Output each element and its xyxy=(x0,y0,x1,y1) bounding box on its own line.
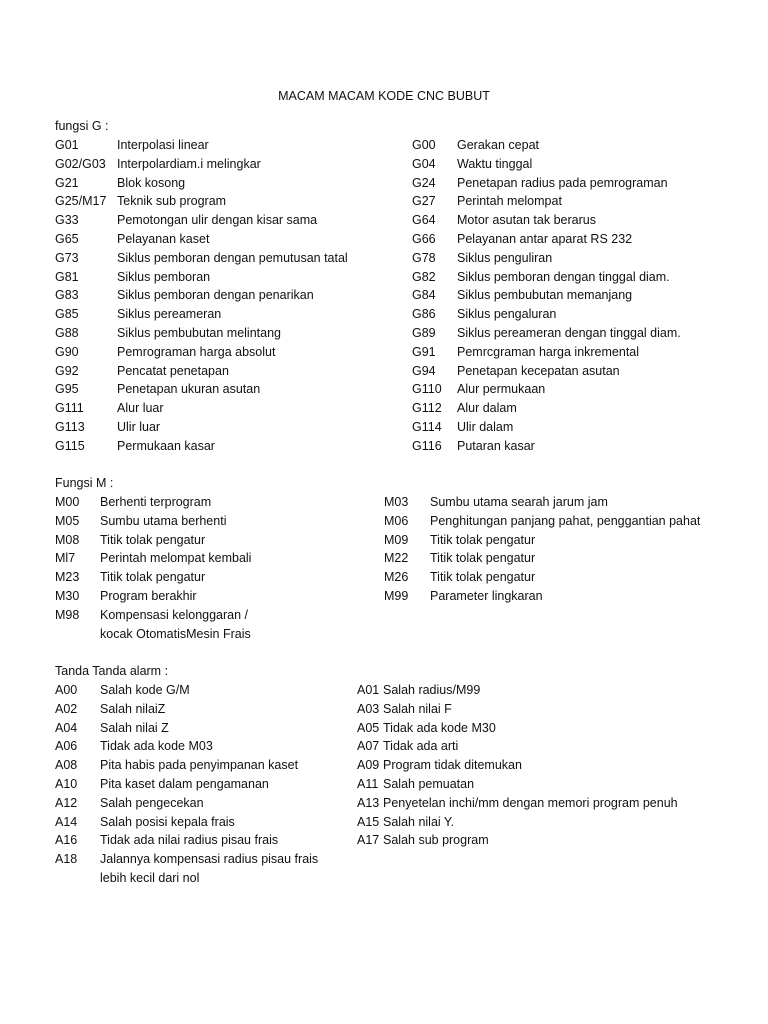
code-label: G112 xyxy=(412,401,442,416)
code-description: Penetapan ukuran asutan xyxy=(117,382,261,397)
code-description: Siklus pengaluran xyxy=(457,307,557,322)
code-label: M09 xyxy=(384,532,409,547)
code-row xyxy=(384,512,700,531)
code-row xyxy=(55,174,348,193)
code-row xyxy=(55,418,348,437)
code-description: Pencatat penetapan xyxy=(117,363,229,378)
code-description: Interpolasi linear xyxy=(117,138,209,152)
code-description: Tidak ada kode M30 xyxy=(383,720,496,735)
code-label: G01 xyxy=(55,138,79,152)
code-row xyxy=(412,192,681,211)
code-row xyxy=(55,794,318,813)
code-description: Parameter lingkaran xyxy=(430,588,543,603)
alarm-section-heading: Tanda Tanda alarm : xyxy=(55,664,169,678)
code-label: G73 xyxy=(55,250,79,265)
code-row xyxy=(357,737,678,756)
code-row xyxy=(412,174,681,193)
code-label: G65 xyxy=(55,231,79,246)
code-description: Salah posisi kepala frais xyxy=(100,814,235,829)
code-row xyxy=(55,831,318,850)
code-label: G24 xyxy=(412,175,436,190)
description-continuation: lebih kecil dari nol xyxy=(100,870,200,885)
code-label: G91 xyxy=(412,344,436,359)
code-label: G114 xyxy=(412,419,442,434)
code-description: Salah nilai Y. xyxy=(383,814,455,829)
code-description: Motor asutan tak berarus xyxy=(457,213,596,228)
code-label: A16 xyxy=(55,833,78,848)
code-label: G21 xyxy=(55,175,79,190)
code-row xyxy=(412,399,681,418)
code-label: A15 xyxy=(357,814,380,829)
code-row xyxy=(55,719,318,738)
code-description: Sumbu utama searah jarum jam xyxy=(430,495,608,509)
code-label: G88 xyxy=(55,325,79,340)
code-row xyxy=(55,155,348,174)
code-description: Siklus pembubutan memanjang xyxy=(457,288,633,303)
code-label: G85 xyxy=(55,307,79,322)
code-description: Salah radius/M99 xyxy=(383,683,481,697)
code-row xyxy=(55,362,348,381)
code-label: A07 xyxy=(357,739,380,754)
code-row xyxy=(55,606,251,625)
code-label: G89 xyxy=(412,325,436,340)
code-row xyxy=(412,362,681,381)
code-label: G95 xyxy=(55,382,79,397)
code-row xyxy=(384,549,700,568)
code-row xyxy=(412,249,681,268)
code-description: Pelayanan kaset xyxy=(117,231,210,246)
code-description: Jalannya kompensasi radius pisau frais xyxy=(100,852,319,867)
code-label: G33 xyxy=(55,213,79,228)
code-description: Waktu tinggal xyxy=(457,156,533,171)
code-description: Perintah melompat kembali xyxy=(100,551,252,566)
code-description: Siklus pemboran xyxy=(117,269,211,284)
code-label: M05 xyxy=(55,513,80,528)
code-label: M08 xyxy=(55,532,80,547)
code-description: Salah nilai F xyxy=(383,701,452,716)
code-label: M99 xyxy=(384,588,409,603)
code-label: A13 xyxy=(357,795,380,810)
code-description: Alur luar xyxy=(117,401,164,416)
code-row xyxy=(55,493,251,512)
code-description: Siklus pemboran dengan pemutusan tatal xyxy=(117,250,348,265)
code-description: Blok kosong xyxy=(117,175,186,190)
code-row xyxy=(412,136,681,155)
code-description: Perintah melompat xyxy=(457,194,562,209)
code-label: A06 xyxy=(55,739,78,754)
code-description: Alur permukaan xyxy=(457,382,546,397)
code-label: G92 xyxy=(55,363,79,378)
code-label: A02 xyxy=(55,701,78,716)
m-section-heading: Fungsi M : xyxy=(55,476,114,490)
code-description: Pemrograman harga absolut xyxy=(117,344,276,359)
code-description: Salah nilai Z xyxy=(100,720,169,735)
code-row xyxy=(55,775,318,794)
code-row xyxy=(55,850,318,869)
code-row xyxy=(412,324,681,343)
code-label: M30 xyxy=(55,588,80,603)
code-row xyxy=(55,568,251,587)
code-row xyxy=(412,343,681,362)
code-row xyxy=(384,587,700,606)
code-label: G78 xyxy=(412,250,436,265)
code-description: Penetapan radius pada pemrograman xyxy=(457,175,668,190)
code-label: G116 xyxy=(412,438,442,453)
code-label: A09 xyxy=(357,758,380,773)
alarm-code-list-left xyxy=(55,681,318,888)
code-label: G27 xyxy=(412,194,436,209)
code-row xyxy=(384,568,700,587)
code-row xyxy=(412,437,681,456)
code-description: Siklus pembubutan melintang xyxy=(117,325,281,340)
code-description: Siklus pemboran dengan tinggal diam. xyxy=(457,269,670,284)
code-label: M23 xyxy=(55,570,80,585)
code-row xyxy=(384,531,700,550)
code-row xyxy=(55,192,348,211)
code-row xyxy=(412,211,681,230)
code-row xyxy=(55,230,348,249)
code-row xyxy=(412,380,681,399)
code-label: G64 xyxy=(412,213,436,228)
description-continuation: kocak OtomatisMesin Frais xyxy=(100,626,251,641)
code-description: Pita kaset dalam pengamanan xyxy=(100,776,269,791)
code-label: G90 xyxy=(55,344,79,359)
alarm-code-list-right xyxy=(357,681,678,850)
code-description: Program tidak ditemukan xyxy=(383,758,522,773)
code-row xyxy=(357,794,678,813)
code-description: Penetapan kecepatan asutan xyxy=(457,363,620,378)
code-label: A10 xyxy=(55,776,78,791)
code-description: Sumbu utama berhenti xyxy=(100,513,227,528)
code-label: M00 xyxy=(55,495,80,509)
code-row xyxy=(412,305,681,324)
code-row xyxy=(357,700,678,719)
code-label: A12 xyxy=(55,795,78,810)
code-description: Titik tolak pengatur xyxy=(430,551,536,566)
code-row xyxy=(357,719,678,738)
code-row xyxy=(55,399,348,418)
code-row xyxy=(412,418,681,437)
code-row xyxy=(55,286,348,305)
code-description: Putaran kasar xyxy=(457,438,535,453)
code-row xyxy=(357,775,678,794)
code-label: A04 xyxy=(55,720,78,735)
code-label: G04 xyxy=(412,156,436,171)
code-row xyxy=(55,211,348,230)
code-description: Pelayanan antar aparat RS 232 xyxy=(457,231,633,246)
code-description: Tidak ada arti xyxy=(383,739,459,754)
g-section-heading: fungsi G : xyxy=(55,119,109,133)
code-label: G83 xyxy=(55,288,79,303)
code-description: Siklus pereameran dengan tinggal diam. xyxy=(457,325,681,340)
code-description: Ulir dalam xyxy=(457,419,514,434)
code-row xyxy=(55,681,318,700)
code-row xyxy=(55,531,251,550)
code-row xyxy=(55,756,318,775)
code-label: G115 xyxy=(55,438,85,453)
code-description: Ulir luar xyxy=(117,419,161,434)
code-row xyxy=(55,437,348,456)
m-code-list-left xyxy=(55,493,251,643)
code-row xyxy=(384,493,700,512)
code-description: Titik tolak pengatur xyxy=(430,532,536,547)
code-label: A17 xyxy=(357,833,380,848)
code-row xyxy=(412,286,681,305)
code-label: G25/M17 xyxy=(55,194,107,209)
code-label: G66 xyxy=(412,231,436,246)
code-description: Alur dalam xyxy=(457,401,517,416)
page-title: MACAM MACAM KODE CNC BUBUT xyxy=(278,89,490,103)
code-row xyxy=(55,813,318,832)
code-description: Berhenti terprogram xyxy=(100,495,212,509)
code-label: A03 xyxy=(357,701,380,716)
code-description: Penyetelan inchi/mm dengan memori program penuh xyxy=(383,795,678,810)
code-description: Tidak ada nilai radius pisau frais xyxy=(100,833,279,848)
code-label: Ml7 xyxy=(55,551,76,566)
code-label: A08 xyxy=(55,758,78,773)
code-label: M03 xyxy=(384,495,409,509)
code-description: Gerakan cepat xyxy=(457,138,539,152)
code-row xyxy=(412,155,681,174)
code-label: A11 xyxy=(357,776,379,791)
code-description: Siklus penguliran xyxy=(457,250,553,265)
code-row xyxy=(55,249,348,268)
code-label: A18 xyxy=(55,852,78,867)
code-description: Kompensasi kelonggaran / xyxy=(100,607,249,622)
code-label: G84 xyxy=(412,288,436,303)
code-row xyxy=(55,380,348,399)
code-label: A14 xyxy=(55,814,78,829)
code-row xyxy=(357,681,678,700)
code-description: Salah sub program xyxy=(383,833,489,848)
code-row xyxy=(55,343,348,362)
code-description: Tidak ada kode M03 xyxy=(100,739,213,754)
g-code-list-right xyxy=(412,136,681,456)
code-label: M26 xyxy=(384,570,409,585)
code-label: G94 xyxy=(412,363,436,378)
code-row xyxy=(55,305,348,324)
code-row xyxy=(55,136,348,155)
code-row xyxy=(55,549,251,568)
code-row xyxy=(55,587,251,606)
code-description: Teknik sub program xyxy=(117,194,227,209)
code-label: G81 xyxy=(55,269,79,284)
code-description: Program berakhir xyxy=(100,588,197,603)
code-label: A01 xyxy=(357,683,380,697)
code-label: M98 xyxy=(55,607,80,622)
code-description: Titik tolak pengatur xyxy=(100,532,206,547)
code-description: Titik tolak pengatur xyxy=(430,570,536,585)
code-label: G00 xyxy=(412,138,436,152)
code-row xyxy=(55,737,318,756)
code-description: Pemotongan ulir dengan kisar sama xyxy=(117,213,318,228)
code-row xyxy=(412,230,681,249)
code-row xyxy=(357,831,678,850)
g-code-list-left xyxy=(55,136,348,456)
code-description: Titik tolak pengatur xyxy=(100,570,206,585)
code-description: Siklus pemboran dengan penarikan xyxy=(117,288,314,303)
code-description: Pemrcgraman harga inkremental xyxy=(457,344,640,359)
code-row xyxy=(55,512,251,531)
code-description: Siklus pereameran xyxy=(117,307,222,322)
code-description: Salah kode G/M xyxy=(100,683,190,697)
code-description: Penghitungan panjang pahat, penggantian pahat xyxy=(430,513,701,528)
code-description: Salah nilaiZ xyxy=(100,701,166,716)
code-row xyxy=(55,324,348,343)
code-description: Permukaan kasar xyxy=(117,438,215,453)
code-description: Pita habis pada penyimpanan kaset xyxy=(100,758,299,773)
code-label: G110 xyxy=(412,382,442,397)
code-label: A00 xyxy=(55,683,78,697)
code-row xyxy=(357,756,678,775)
code-label: M06 xyxy=(384,513,409,528)
code-label: G82 xyxy=(412,269,436,284)
code-row xyxy=(55,268,348,287)
code-description: Interpolardiam.i melingkar xyxy=(117,156,261,171)
code-label: A05 xyxy=(357,720,380,735)
m-code-list-right xyxy=(384,493,700,606)
code-row xyxy=(412,268,681,287)
code-label: G113 xyxy=(55,419,85,434)
code-row xyxy=(357,813,678,832)
code-row xyxy=(55,700,318,719)
code-label: G111 xyxy=(55,401,84,416)
code-description: Salah pemuatan xyxy=(383,776,475,791)
code-label: M22 xyxy=(384,551,409,566)
code-description: Salah pengecekan xyxy=(100,795,204,810)
code-label: G02/G03 xyxy=(55,156,106,171)
code-label: G86 xyxy=(412,307,436,322)
